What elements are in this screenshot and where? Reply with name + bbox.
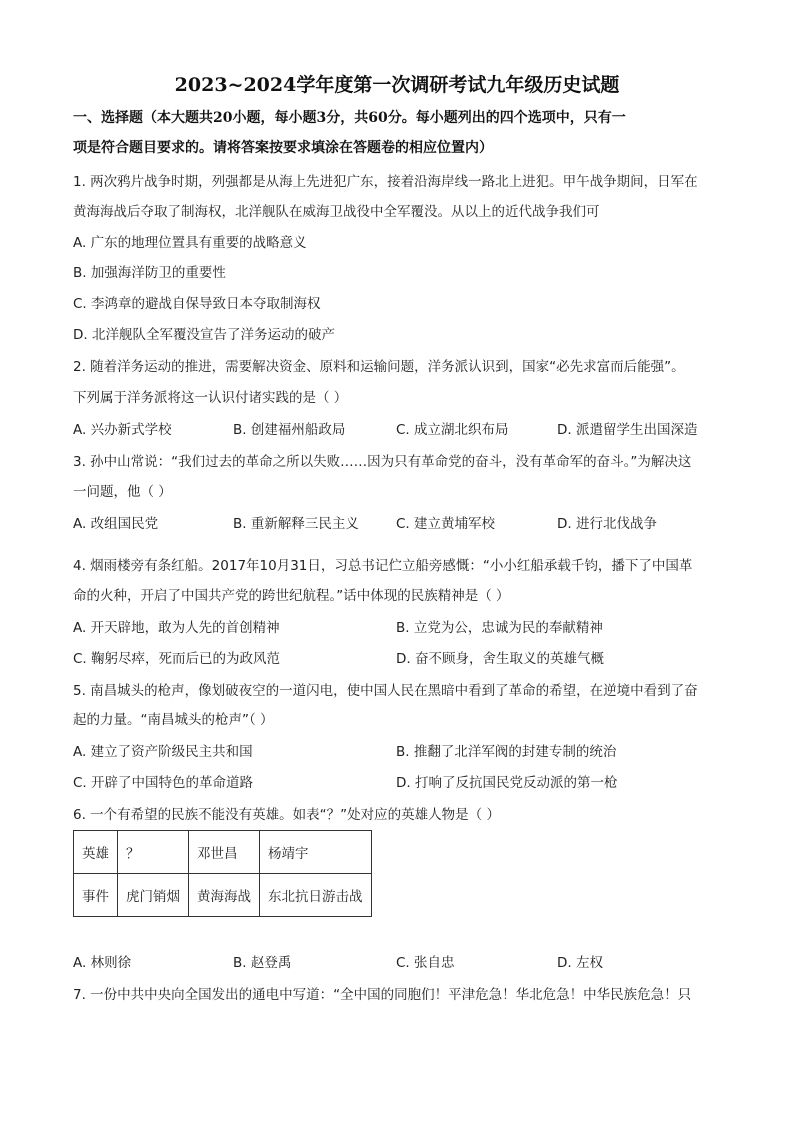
table-cell: 杨靖宇 bbox=[260, 831, 372, 874]
question-4-text-1: 4. 烟雨楼旁有条红船。2017年10月31日，习总书记伫立船旁感慨：“小小红船承载千钧，播下了中国革 bbox=[73, 558, 693, 574]
table-cell: 邓世昌 bbox=[189, 831, 260, 874]
question-3-option-a: A. 改组国民党 bbox=[73, 516, 159, 532]
question-6-option-a: A. 林则徐 bbox=[73, 955, 132, 971]
section-header-line-1: 一、选择题（本大题共20小题，每小题3分，共60分。每小题列出的四个选项中，只有一 bbox=[73, 110, 626, 126]
table-cell: 事件 bbox=[74, 874, 118, 917]
page-title: 2023~2024学年度第一次调研考试九年级历史试题 bbox=[174, 74, 620, 96]
question-4-text-2: 命的火种，开启了中国共产党的跨世纪航程。”话中体现的民族精神是（ ） bbox=[73, 588, 510, 604]
question-3-text-1: 3. 孙中山常说：“我们过去的革命之所以失败……因为只有革命党的奋斗，没有革命军的奋斗。”为解决这 bbox=[73, 454, 692, 470]
table-cell: 东北抗日游击战 bbox=[260, 874, 372, 917]
question-6-option-c: C. 张自忠 bbox=[396, 955, 455, 971]
question-3-option-c: C. 建立黄埔军校 bbox=[396, 516, 496, 532]
table-row bbox=[74, 831, 372, 874]
question-6-text-1: 6. 一个有希望的民族不能没有英雄。如表“？”处对应的英雄人物是（ ） bbox=[73, 807, 500, 823]
table-row bbox=[74, 874, 372, 917]
table-cell: 黄海海战 bbox=[189, 874, 260, 917]
question-5-option-b: B. 推翻了北洋军阀的封建专制的统治 bbox=[396, 744, 617, 760]
question-3-text-2: 一问题，他（ ） bbox=[73, 484, 172, 500]
question-5-option-a: A. 建立了资产阶级民主共和国 bbox=[73, 744, 253, 760]
question-2-option-c: C. 成立湖北织布局 bbox=[396, 422, 509, 438]
question-2-option-d: D. 派遣留学生出国深造 bbox=[557, 422, 698, 438]
question-4-option-a: A. 开天辟地，敢为人先的首创精神 bbox=[73, 620, 280, 636]
hero-table bbox=[73, 830, 372, 917]
question-2-text-1: 2. 随着洋务运动的推进，需要解决资金、原料和运输问题，洋务派认识到，国家“必先求富而后能强”。 bbox=[73, 359, 685, 375]
question-5-option-d: D. 打响了反抗国民党反动派的第一枪 bbox=[396, 775, 618, 791]
table-cell: 英雄 bbox=[74, 831, 118, 874]
question-1-option-c: C. 李鸿章的避战自保导致日本夺取制海权 bbox=[73, 296, 321, 312]
question-2-option-a: A. 兴办新式学校 bbox=[73, 422, 172, 438]
question-4-option-c: C. 鞠躬尽瘁，死而后已的为政风范 bbox=[73, 651, 281, 667]
question-1-text-1: 1. 两次鸦片战争时期，列强都是从海上先进犯广东，接着沿海岸线一路北上进犯。甲午战争期间，日军在 bbox=[73, 174, 698, 190]
question-1-option-a: A. 广东的地理位置具有重要的战略意义 bbox=[73, 235, 307, 251]
section-header-line-2: 项是符合题目要求的。请将答案按要求填涂在答题卷的相应位置内） bbox=[73, 140, 493, 156]
question-3-option-b: B. 重新解释三民主义 bbox=[233, 516, 359, 532]
question-3-option-d: D. 进行北伐战争 bbox=[557, 516, 657, 532]
question-1-option-b: B. 加强海洋防卫的重要性 bbox=[73, 265, 226, 281]
question-2-option-b: B. 创建福州船政局 bbox=[233, 422, 346, 438]
question-7-text-1: 7. 一份中共中央向全国发出的通电中写道：“全中国的同胞们！平津危急！华北危急！中华民族危急！只 bbox=[73, 987, 692, 1003]
question-6-option-d: D. 左权 bbox=[557, 955, 603, 971]
question-2-text-2: 下列属于洋务派将这一认识付诸实践的是（ ） bbox=[73, 390, 348, 406]
question-5-text-2: 起的力量。“南昌城头的枪声”（ ） bbox=[73, 712, 274, 728]
table-cell: ？ bbox=[118, 831, 189, 874]
question-1-text-2: 黄海海战后夺取了制海权，北洋舰队在威海卫战役中全军覆没。从以上的近代战争我们可 bbox=[73, 204, 600, 220]
question-1-option-d: D. 北洋舰队全军覆没宣告了洋务运动的破产 bbox=[73, 327, 335, 343]
question-5-text-1: 5. 南昌城头的枪声，像划破夜空的一道闪电，使中国人民在黑暗中看到了革命的希望，在逆境中看到了奋 bbox=[73, 683, 698, 699]
question-4-option-b: B. 立党为公，忠诚为民的奉献精神 bbox=[396, 620, 603, 636]
table-cell: 虎门销烟 bbox=[118, 874, 189, 917]
question-5-option-c: C. 开辟了中国特色的革命道路 bbox=[73, 775, 254, 791]
question-6-option-b: B. 赵登禹 bbox=[233, 955, 292, 971]
question-4-option-d: D. 奋不顾身，舍生取义的英雄气概 bbox=[396, 651, 604, 667]
